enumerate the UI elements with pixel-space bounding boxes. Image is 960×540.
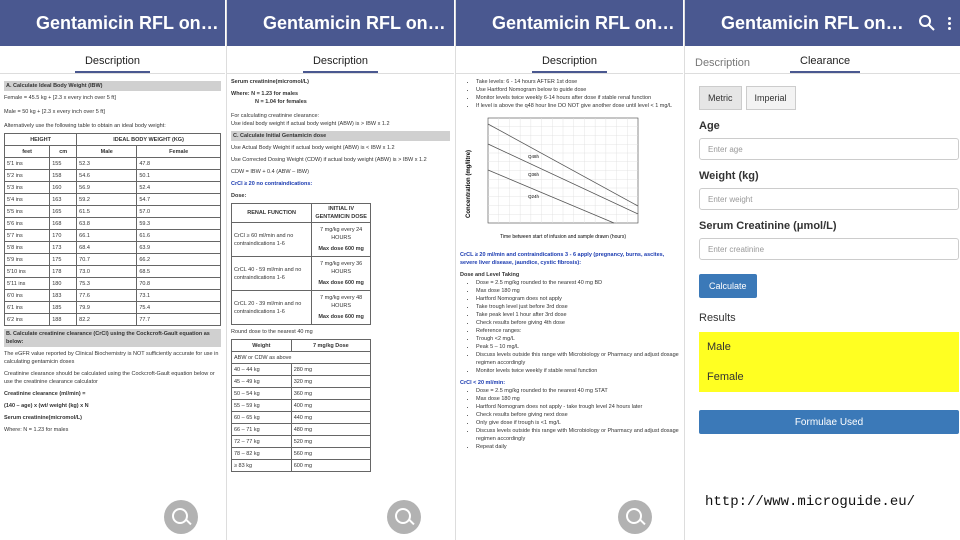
table-cell: 61.5 (77, 206, 137, 218)
b-note-1: The eGFR value reported by Clinical Biochemistry is NOT sufficiently accurate for use in calculating gentamicin doses (4, 351, 219, 365)
app-title: Gentamicin RFL on… (36, 12, 219, 33)
table-cell: 178 (50, 266, 77, 278)
calculate-button[interactable]: Calculate (699, 274, 757, 298)
contraindication-heading: CrCL ≥ 20 ml/min and contraindications 3 - 6 apply (pregnancy, burns, ascites, severe liver disease, jaundice, cystic fibrosis): (460, 252, 665, 266)
table-subheader: feet (5, 146, 50, 158)
table-row (5, 254, 221, 266)
ibw-table (4, 133, 221, 326)
table-cell: 173 (50, 242, 77, 254)
table-row (5, 278, 221, 290)
table-row (5, 266, 221, 278)
app-title: Gentamicin RFL on… (263, 12, 446, 33)
age-label: Age (699, 120, 720, 132)
table-cell: 60 – 65 kg (232, 412, 292, 424)
serum-label: Serum creatinine(micromol/L) (231, 79, 309, 85)
panel-clearance (684, 0, 960, 540)
list-item: • Hartford Nomogram does not apply - take trough level 24 hours later (476, 403, 679, 411)
weight-label: Weight (kg) (699, 170, 759, 182)
section-a-heading: A. Calculate Ideal Body Weight (IBW) (4, 81, 221, 91)
table-cell: 165 (50, 206, 77, 218)
table-cell: 5'10 ins (5, 266, 50, 278)
list-item: • Max dose 180 mg (476, 287, 679, 295)
table-cell: 54.7 (137, 194, 221, 206)
table-row (5, 206, 221, 218)
creatinine-label: Serum Creatinine (μmol/L) (699, 220, 837, 232)
table-cell: 77.7 (137, 314, 221, 326)
table-cell: 68.5 (137, 266, 221, 278)
table-cell: CrCL 40 - 59 ml/min and no contraindications 1-6 (232, 257, 312, 291)
table-cell: 45 – 49 kg (232, 376, 292, 388)
c2-text: Use Corrected Dosing Weight (CDW) if actual body weight (ABW) is > IBW x 1.2 (231, 157, 427, 163)
max-dose-text: Max dose 600 mg (318, 314, 364, 320)
bullet-list (460, 387, 679, 451)
table-row (5, 194, 221, 206)
table-cell: 54.6 (77, 170, 137, 182)
bullet-list (460, 78, 679, 110)
zoom-out-icon[interactable] (387, 500, 421, 534)
table-cell: 66.1 (77, 230, 137, 242)
table-cell: 52.3 (77, 158, 137, 170)
n-female: N = 1.04 for females (255, 99, 307, 105)
table-cell: 56.9 (77, 182, 137, 194)
table-cell: 50.1 (137, 170, 221, 182)
table-cell: ≥ 83 kg (232, 460, 292, 472)
list-item: • Use Hartford Nomogram below to guide dose (476, 86, 679, 94)
age-input[interactable]: Enter age (699, 138, 959, 160)
table-cell: 175 (50, 254, 77, 266)
table-header: INITIAL IV GENTAMICIN DOSE (312, 204, 371, 223)
dose-text: 7 mg/kg every 24 HOURS (320, 227, 363, 241)
table-cell: 188 (50, 314, 77, 326)
table-row (232, 400, 371, 412)
table-cell: 50 – 54 kg (232, 388, 292, 400)
table-cell: 66.2 (137, 254, 221, 266)
table-cell (312, 223, 371, 257)
app-bar (456, 0, 683, 46)
list-item: • Monitor levels twice weekly 6-14 hours after dose if stable renal function (476, 94, 679, 102)
table-cell: 5'5 ins (5, 206, 50, 218)
table-cell: 55 – 59 kg (232, 400, 292, 412)
table-cell: 59.2 (77, 194, 137, 206)
table-cell: 82.2 (77, 314, 137, 326)
table-row (5, 242, 221, 254)
metric-button[interactable]: Metric (699, 86, 742, 110)
table-cell: 5'6 ins (5, 218, 50, 230)
table-row (5, 302, 221, 314)
app-bar (0, 0, 225, 46)
table-row (5, 218, 221, 230)
table-cell: 400 mg (291, 400, 370, 412)
table-row (232, 376, 371, 388)
table-cell: 40 – 44 kg (232, 364, 292, 376)
list-item: • Only give dose if trough is <1 mg/L (476, 419, 679, 427)
nomogram-xlabel: Time between start of infusion and sample drawn (hours) (500, 234, 626, 240)
table-row (232, 448, 371, 460)
table-cell: 158 (50, 170, 77, 182)
table-row (5, 170, 221, 182)
dose-text: 7 mg/kg every 48 HOURS (320, 295, 363, 309)
bullet-list (460, 279, 679, 375)
weight-input[interactable]: Enter weight (699, 188, 959, 210)
table-cell: 180 (50, 278, 77, 290)
male-formula: Male = 50 kg + [2.3 x every inch over 5 ft] (4, 109, 105, 115)
table-cell: 70.8 (137, 278, 221, 290)
c1-text: Use Actual Body Weight if actual body weight (ABW) is < IBW x 1.2 (231, 145, 395, 151)
table-subheader: Male (77, 146, 137, 158)
max-dose-text: Max dose 600 mg (318, 246, 364, 252)
table-row (232, 436, 371, 448)
table-cell: 5'2 ins (5, 170, 50, 182)
table-row (5, 230, 221, 242)
result-female: Female (699, 362, 959, 392)
table-cell: 600 mg (291, 460, 370, 472)
table-cell: CrCL 20 - 39 ml/min and no contraindications 1-6 (232, 291, 312, 325)
b-note-2: Creatinine clearance should be calculated using the Cockcroft-Gault equation below or use the creatinine clearance calculator (4, 371, 215, 385)
list-item: • Repeat daily (476, 443, 679, 451)
table-header: IDEAL BODY WEIGHT (KG) (77, 134, 221, 146)
table-cell: 73.0 (77, 266, 137, 278)
app-title: Gentamicin RFL on… (721, 12, 904, 33)
list-item: • If level is above the q48 hour line DO NOT give another dose until level < 1 mg/L (476, 102, 679, 110)
table-header: HEIGHT (5, 134, 77, 146)
table-row (5, 182, 221, 194)
table-header: 7 mg/kg Dose (291, 340, 370, 352)
serum-label: Serum creatinine(micromol/L) (4, 415, 82, 421)
app-bar (685, 0, 960, 46)
app-title: Gentamicin RFL on… (492, 12, 675, 33)
tab-bar (227, 46, 454, 74)
table-cell (312, 257, 371, 291)
table-cell: 70.7 (77, 254, 137, 266)
imperial-button[interactable]: Imperial (746, 86, 796, 110)
table-cell: 5'7 ins (5, 230, 50, 242)
nomogram-label-q36: Q36h (528, 172, 540, 177)
hartford-nomogram (464, 114, 644, 244)
list-item: • Discuss levels outside this range with Microbiology or Pharmacy and adjust dosage regimen accordingly (476, 351, 679, 367)
clearance-form (685, 74, 960, 442)
table-cell: 155 (50, 158, 77, 170)
nomogram-label-q48: Q48h (528, 154, 540, 159)
tab-bar (0, 46, 225, 74)
table-cell: 520 mg (291, 436, 370, 448)
table-row (232, 424, 371, 436)
table-cell: 480 mg (291, 424, 370, 436)
crcl-lt-heading: CrCl < 20 ml/min: (460, 380, 506, 386)
tab-bar (456, 46, 683, 74)
table-cell: 5'3 ins (5, 182, 50, 194)
source-url: http://www.microguide.eu/ (705, 494, 940, 516)
crcl20-text: CrCl ≥ 20 no contraindications: (231, 181, 313, 187)
list-item: • Peak 5 – 10 mg/L (476, 343, 679, 351)
table-cell: 5'1 ins (5, 158, 50, 170)
list-item: • Trough <2 mg/L (476, 335, 679, 343)
table-row (232, 223, 371, 257)
table-cell: 75.3 (77, 278, 137, 290)
table-cell (312, 291, 371, 325)
table-subheader: ABW or CDW as above (232, 352, 371, 364)
results-heading: Results (699, 312, 736, 324)
table-cell: 5'9 ins (5, 254, 50, 266)
formulae-used-button[interactable]: Formulae Used (699, 410, 959, 434)
panel-monitoring (455, 0, 683, 540)
nomogram-label-q24: Q24h (528, 194, 540, 199)
section-b-heading: B. Calculate creatinine clearance (CrCl) using the Cockcroft-Gault equation as below: (4, 329, 221, 347)
table-row (232, 412, 371, 424)
table-cell: 5'8 ins (5, 242, 50, 254)
tab-bar (685, 46, 960, 74)
table-cell: 6'2 ins (5, 314, 50, 326)
list-item: • Take levels: 6 - 14 hours AFTER 1st dose (476, 78, 679, 86)
list-item: • Check results before giving 4th dose (476, 319, 679, 327)
dose-text: 7 mg/kg every 36 HOURS (320, 261, 363, 275)
female-formula: Female = 45.5 kg + [2.3 x every inch over 5 ft] (4, 95, 116, 101)
list-item: • Hartford Nomogram does not apply (476, 295, 679, 303)
table-cell: 68.4 (77, 242, 137, 254)
tab-clearance[interactable]: Clearance (790, 55, 860, 73)
unit-toggle (699, 86, 946, 110)
app-bar (227, 0, 454, 46)
table-cell: 163 (50, 194, 77, 206)
table-cell: 360 mg (291, 388, 370, 400)
use-text: Use ideal body weight if actual body weight (ABW) is > IBW x 1.2 (231, 121, 390, 127)
list-item: • Dose = 2.5 mg/kg rounded to the nearest 40 mg BD (476, 279, 679, 287)
list-item: • Take peak level 1 hour after 3rd dose (476, 311, 679, 319)
search-icon[interactable] (918, 14, 936, 32)
list-item: • Take trough level just before 3rd dose (476, 303, 679, 311)
list-item: • Discuss levels outside this range with Microbiology or Pharmacy and adjust dosage regimen accordingly (476, 427, 679, 443)
table-cell: 52.4 (137, 182, 221, 194)
table-cell: 78 – 82 kg (232, 448, 292, 460)
table-cell: 183 (50, 290, 77, 302)
max-dose-text: Max dose 600 mg (318, 280, 364, 286)
table-cell: 73.1 (137, 290, 221, 302)
cdw-text: CDW = IBW + 0.4 (ABW – IBW) (231, 169, 309, 175)
crcl-formula: (140 – age) x (wt/ weight (kg) x N (4, 403, 89, 409)
obese-text: For calculating creatinine clearance: (231, 113, 320, 119)
table-cell: 160 (50, 182, 77, 194)
document-body (0, 74, 225, 438)
table-cell: 75.4 (137, 302, 221, 314)
where-text: Where: N = 1.23 for males (4, 427, 69, 433)
table-row (232, 460, 371, 472)
table-cell: 63.9 (137, 242, 221, 254)
zoom-out-icon[interactable] (618, 500, 652, 534)
table-cell: 61.6 (137, 230, 221, 242)
table-cell: 47.8 (137, 158, 221, 170)
list-item: • Check results before giving next dose (476, 411, 679, 419)
table-cell: 5'11 ins (5, 278, 50, 290)
table-row (232, 364, 371, 376)
table-subheader: Female (137, 146, 221, 158)
list-item: • Reference ranges: (476, 327, 679, 335)
table-cell: 77.6 (77, 290, 137, 302)
list-item: • Monitor levels twice weekly if stable renal function (476, 367, 679, 375)
creatinine-input[interactable]: Enter creatinine (699, 238, 959, 260)
table-row (232, 388, 371, 400)
document-body (456, 74, 683, 455)
panel-ibw (0, 0, 225, 540)
table-header: Weight (232, 340, 292, 352)
table-cell: 79.9 (77, 302, 137, 314)
table-cell: CrCl ≥ 60 ml/min and no contraindications 1-6 (232, 223, 312, 257)
tab-description[interactable]: Description (303, 55, 378, 73)
table-cell: 560 mg (291, 448, 370, 460)
table-cell: 72 – 77 kg (232, 436, 292, 448)
table-row (232, 291, 371, 325)
table-cell: 168 (50, 218, 77, 230)
dose-label: Dose: (231, 193, 247, 199)
dose-level-heading: Dose and Level Taking (460, 272, 520, 278)
table-cell: 63.8 (77, 218, 137, 230)
more-vert-icon[interactable] (948, 17, 951, 30)
tab-description[interactable]: Description (695, 57, 751, 69)
table-cell: 57.0 (137, 206, 221, 218)
where-text: Where: N = 1.23 for males (231, 91, 299, 97)
table-row (5, 158, 221, 170)
table-cell: 6'1 ins (5, 302, 50, 314)
table-subheader: cm (50, 146, 77, 158)
table-row (5, 290, 221, 302)
nomogram-ylabel: Concentration (mg/litre) (466, 149, 472, 219)
section-c-heading: C. Calculate Initial Gentamicin dose (231, 131, 450, 141)
table-cell: 66 – 71 kg (232, 424, 292, 436)
table-cell: 6'0 ins (5, 290, 50, 302)
result-male: Male (699, 332, 959, 362)
tab-description[interactable]: Description (75, 55, 150, 73)
zoom-out-icon[interactable] (164, 500, 198, 534)
table-cell: 440 mg (291, 412, 370, 424)
table-cell: 170 (50, 230, 77, 242)
table-header: RENAL FUNCTION (232, 204, 312, 223)
weight-dose-table (231, 339, 371, 472)
list-item: • Dose = 2.5 mg/kg rounded to the nearest 40 mg STAT (476, 387, 679, 395)
table-cell: 280 mg (291, 364, 370, 376)
table-cell: 59.3 (137, 218, 221, 230)
crcl-label: Creatinine clearance (ml/min) = (4, 391, 86, 397)
table-row (5, 314, 221, 326)
document-body (227, 74, 454, 479)
table-cell: 185 (50, 302, 77, 314)
panel-dose (226, 0, 454, 540)
list-item: • Max dose 180 mg (476, 395, 679, 403)
alt-text: Alternatively use the following table to obtain an ideal body weight: (4, 123, 166, 129)
table-cell: 320 mg (291, 376, 370, 388)
tab-description[interactable]: Description (532, 55, 607, 73)
table-cell: 5'4 ins (5, 194, 50, 206)
renal-table (231, 203, 371, 325)
round-text: Round dose to the nearest 40 mg (231, 329, 313, 335)
table-row (232, 257, 371, 291)
